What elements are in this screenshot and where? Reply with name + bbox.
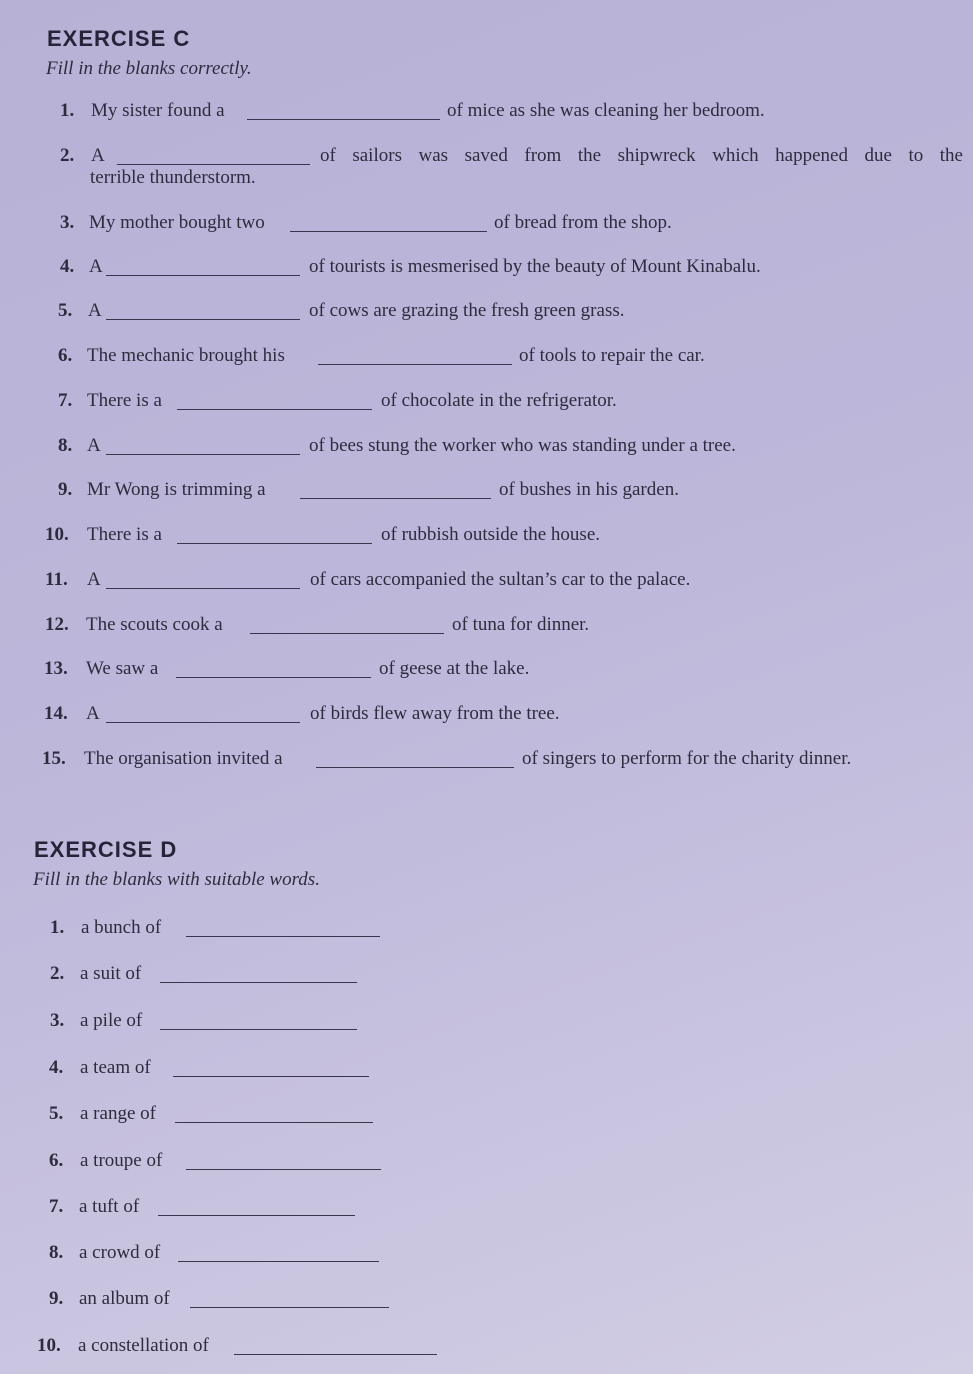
item-number: 10. [37, 1335, 61, 1356]
exercise-c-item [0, 300, 973, 324]
item-text: a team of [80, 1057, 151, 1078]
exercise-d-item [0, 1057, 973, 1081]
item-text-before: A [89, 256, 103, 277]
item-text-after: of rubbish outside the house. [381, 524, 601, 545]
item-number: 3. [50, 1010, 65, 1031]
exercise-d-item [0, 1196, 973, 1220]
item-text-before: The scouts cook a [86, 614, 223, 635]
item-text-before: A [87, 569, 101, 590]
exercise-c-instruction: Fill in the blanks correctly. [46, 58, 252, 79]
exercise-d-item [0, 1242, 973, 1266]
exercise-c-item [0, 479, 973, 503]
item-number: 15. [42, 748, 66, 769]
item-text-after: of tourists is mesmerised by the beauty of Mount Kinabalu. [309, 256, 761, 277]
exercise-c-item [0, 614, 973, 638]
item-number: 8. [49, 1242, 64, 1263]
item-text-after: of bushes in his garden. [499, 479, 679, 500]
exercise-c-item [0, 435, 973, 459]
item-number: 2. [60, 145, 75, 166]
answer-blank[interactable] [318, 345, 512, 365]
item-text-after: of tuna for dinner. [452, 614, 590, 635]
item-text-before: My sister found a [91, 100, 225, 121]
answer-blank[interactable] [158, 1196, 355, 1216]
answer-blank[interactable] [160, 963, 357, 983]
item-text-before: A [88, 300, 102, 321]
item-text-after: of cows are grazing the fresh green grass. [309, 300, 625, 321]
item-number: 7. [58, 390, 73, 411]
item-text-after: of mice as she was cleaning her bedroom. [447, 100, 765, 121]
item-number: 8. [58, 435, 73, 456]
item-text-after: of bees stung the worker who was standing under a tree. [309, 435, 736, 456]
item-number: 6. [49, 1150, 64, 1171]
answer-blank[interactable] [186, 1150, 381, 1170]
item-number: 7. [49, 1196, 64, 1217]
item-text-before: Mr Wong is trimming a [87, 479, 266, 500]
item-number: 11. [45, 569, 68, 590]
exercise-c-item [0, 212, 973, 236]
answer-blank[interactable] [106, 703, 300, 723]
item-text-before: A [86, 703, 100, 724]
exercise-c-item [0, 256, 973, 280]
answer-blank[interactable] [247, 100, 440, 120]
answer-blank[interactable] [173, 1057, 369, 1077]
answer-blank[interactable] [300, 479, 491, 499]
item-text-after: of sailors was saved from the shipwreck which happened due to the [320, 145, 963, 166]
answer-blank[interactable] [106, 256, 300, 276]
item-number: 5. [49, 1103, 64, 1124]
answer-blank[interactable] [160, 1010, 357, 1030]
item-number: 2. [50, 963, 65, 984]
item-text-after: of birds flew away from the tree. [310, 703, 560, 724]
exercise-c-item [0, 569, 973, 593]
answer-blank[interactable] [186, 917, 380, 937]
item-text-after: of tools to repair the car. [519, 345, 705, 366]
exercise-d-item [0, 963, 973, 987]
item-text-before: There is a [87, 390, 162, 411]
item-text-before: There is a [87, 524, 162, 545]
item-number: 5. [58, 300, 73, 321]
item-text-before: My mother bought two [89, 212, 265, 233]
exercise-c-title: EXERCISE C [47, 26, 191, 51]
answer-blank[interactable] [177, 390, 372, 410]
exercise-d-item [0, 1103, 973, 1127]
exercise-d-item [0, 1010, 973, 1034]
exercise-c-item [0, 145, 973, 188]
item-text-after: of chocolate in the refrigerator. [381, 390, 617, 411]
item-number: 10. [45, 524, 69, 545]
item-text: a pile of [80, 1010, 143, 1031]
item-number: 12. [45, 614, 69, 635]
answer-blank[interactable] [117, 145, 310, 165]
exercise-c-item [0, 100, 973, 124]
item-number: 1. [50, 917, 65, 938]
item-text: a constellation of [78, 1335, 209, 1356]
exercise-d-item [0, 1288, 973, 1312]
item-text-continued: terrible thunderstorm. [90, 167, 256, 188]
exercise-d-item [0, 1335, 973, 1359]
answer-blank[interactable] [178, 1242, 379, 1262]
exercise-d-title: EXERCISE D [34, 837, 178, 862]
item-number: 14. [44, 703, 68, 724]
item-text-after: of singers to perform for the charity dinner. [522, 748, 852, 769]
item-number: 4. [60, 256, 75, 277]
item-number: 3. [60, 212, 75, 233]
item-text-after: of geese at the lake. [379, 658, 530, 679]
exercise-c-item [0, 524, 973, 548]
answer-blank[interactable] [106, 300, 300, 320]
answer-blank[interactable] [177, 524, 372, 544]
item-text: a suit of [80, 963, 142, 984]
item-text: a range of [80, 1103, 156, 1124]
exercise-c-item [0, 658, 973, 682]
item-number: 4. [49, 1057, 64, 1078]
answer-blank[interactable] [250, 614, 444, 634]
answer-blank[interactable] [290, 212, 487, 232]
item-number: 9. [58, 479, 73, 500]
item-text-after: of bread from the shop. [494, 212, 672, 233]
answer-blank[interactable] [176, 658, 371, 678]
answer-blank[interactable] [106, 569, 300, 589]
exercise-d-item [0, 1150, 973, 1174]
item-text: an album of [79, 1288, 170, 1309]
answer-blank[interactable] [175, 1103, 373, 1123]
item-text-before: A [91, 145, 105, 166]
item-text-before: A [87, 435, 101, 456]
exercise-c-item [0, 390, 973, 414]
answer-blank[interactable] [106, 435, 300, 455]
exercise-d-item [0, 917, 973, 941]
item-number: 6. [58, 345, 73, 366]
exercise-c-item [0, 748, 973, 772]
item-text: a crowd of [79, 1242, 161, 1263]
item-text-before: We saw a [86, 658, 159, 679]
item-number: 9. [49, 1288, 64, 1309]
item-text: a bunch of [81, 917, 162, 938]
answer-blank[interactable] [190, 1288, 389, 1308]
item-text-before: The organisation invited a [84, 748, 283, 769]
item-number: 1. [60, 100, 75, 121]
item-text-before: The mechanic brought his [87, 345, 285, 366]
item-text: a tuft of [79, 1196, 140, 1217]
exercise-c-item [0, 345, 973, 369]
item-text: a troupe of [80, 1150, 163, 1171]
answer-blank[interactable] [316, 748, 514, 768]
item-number: 13. [44, 658, 68, 679]
exercise-d-instruction: Fill in the blanks with suitable words. [33, 869, 320, 890]
answer-blank[interactable] [234, 1335, 437, 1355]
exercise-c-item [0, 703, 973, 727]
item-text-after: of cars accompanied the sultan’s car to the palace. [310, 569, 691, 590]
